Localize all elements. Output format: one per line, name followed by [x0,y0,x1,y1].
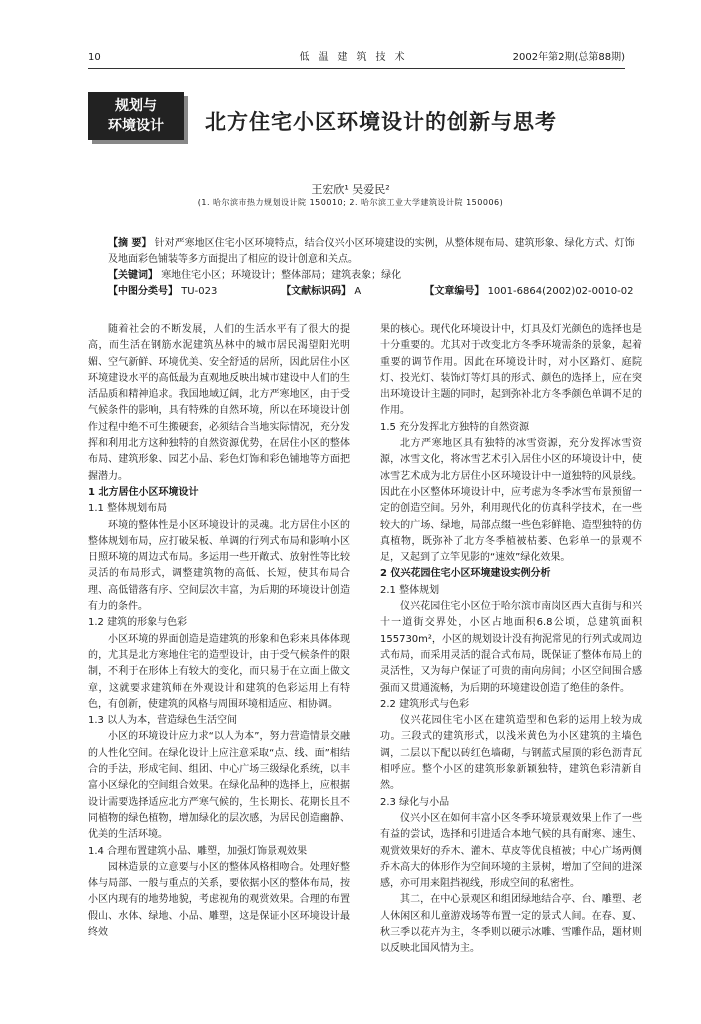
subsection-heading: 1.5 充分发挥北方独特的自然资源 [380,421,530,433]
abstract-label: 【摘 要】 [108,238,152,249]
abstract-block [108,236,638,300]
body-paragraph: 小区的环境设计应力求“以人为本”，努力营造情景交融的人性化空间。在绿化设计上应注意采取“点、线、面”相结合的手法，形成宅间、组团、中心广场三级绿化系统，以丰富小区绿化的空间组合效果。在绿化品种的选择上，应根据设计需要选择适应北方严寒气候的，生长期长、花期长且不同植物的绿色植物，增加绿化的层次感，为居民创造幽静、优美的生活环境。 [88,731,350,841]
left-column [88,322,350,941]
body-paragraph: 仪兴小区在如何丰富小区冬季环境景观效果上作了一些有益的尝试，选择和引进适合本地气候的具有耐寒、速生、观赏效果好的乔木、灌木、草皮等优良植被；中心广场两侧乔木高大的体形作为空间环境的主景树，增加了空间的进深感，亦可用来阻挡视线，形成空间的私密性。 [380,812,642,890]
classification-row [108,284,638,300]
issue-info: 2002年第2期(总第88期) [512,52,625,63]
clc-label: 【中图分类号】 [108,286,178,297]
section-logo [88,92,184,140]
section-heading: 2 仪兴花园住宅小区环境建设实例分析 [380,568,551,580]
body-paragraph: 随着社会的不断发展，人们的生活水平有了很大的提高，而生活在钢筋水泥建筑丛林中的城市居民渴望阳光明媚、空气新鲜、环境优美、安全舒适的居所，因此居住小区环境建设水平的高低最为直观地反映出城市建设中人们的生活品质和精神追求。我国地域辽阔，北方严寒地区，由于受气候条件的影响，具有特殊的自然环境，所以在环境设计创作过程中绝不可生搬硬套，必须结合当地实际情况，充分发挥和利用北方这种独特的自然资源优势，在居住小区的整体布局、建筑形象、园艺小品、彩色灯饰和彩色铺地等方面把握潜力。 [88,324,350,482]
body-paragraph: 果的核心。现代化环境设计中，灯具及灯光颜色的选择也是十分重要的。尤其对于改变北方冬季环境需条的景象，起着重要的调节作用。因此在环境设计时，对小区路灯、庭院灯、投光灯、装饰灯等灯具的形式、颜色的选择上，应在突出环境设计主题的同时，起到弥补北方冬季颜色单调不足的作用。 [380,324,642,417]
body-paragraph: 北方严寒地区具有独特的冰雪资源，充分发挥冰雪资源，冰雪文化，将冰雪艺术引入居住小区的环境设计中，使冰雪艺术成为北方居住小区环境设计中一道独特的风景线。因此在小区整体环境设计中，应考虑为冬季冰雪布景预留一定的创造空间。另外，利用现代化的仿真科学技术，在一些较大的广场、绿地，局部点缀一些色彩鲜艳、造型独特的仿真植物，既弥补了北方冬季植被枯萎、色彩单一的景观不足，又起到了立竿见影的“速效”绿化效果。 [380,438,642,564]
body-paragraph: 其二，在中心景观区和组团绿地结合亭、台、雕塑、老人休闲区和儿童游戏场等布置一定的景式人间。在春、夏、秋三季以花卉为主，冬季则以硬示冰雕、雪雕作品，题材则以反映北国风情为主。 [380,894,642,955]
affiliation: (1. 哈尔滨市热力规划设计院 150010; 2. 哈尔滨工业大学建筑设计院 150006) [197,198,504,207]
body-paragraph: 仪兴花园住宅小区位于哈尔滨市南岗区西大直街与和兴十一道街交界处，小区占地面积6.8公顷，总建筑面积155730m²，小区的规划设计没有拘泥常见的行列式或周边式布局，而采用灵活的混合式布局，既保证了整体布局上的灵活性，又为每户保证了可贵的南向房间；小区空间围合感强而又贯通流畅，为后期的环境建设创造了绝佳的条件。 [380,601,642,694]
keywords-label: 【关键词】 [108,270,158,281]
subsection-heading: 1.4 合理布置建筑小品、雕塑，加强灯饰景观效果 [88,845,308,857]
article-id-label: 【文章编号】 [424,286,485,297]
abstract-text: 针对严寒地区住宅小区环境特点，结合仪兴小区环境建设的实例，从整体规布局、建筑形象、绿化方式、灯饰及地面彩色铺装等多方面提出了相应的设计创意和关点。 [108,238,635,265]
paper-title: 北方住宅小区环境设计的创新与思考 [205,110,557,134]
body-paragraph: 小区环境的界面创造是造建筑的形象和色彩来具体体现的，尤其是北方寒地住宅的造型设计，由于受气候条件的限制，不利于在形体上有较大的变化，而只易于在立面上做文章，这就要求建筑师在外观设计和建筑的色彩运用上有特色，有创新，使建筑的风格与周围环境相适应、相协调。 [88,633,350,710]
article-id-value: 1001-6864(2002)02-0010-02 [487,286,634,297]
keywords [108,268,638,284]
subsection-heading: 1.3 以人为本，营造绿色生活空间 [88,715,238,727]
subsection-heading: 1.1 整体规划布局 [88,503,168,515]
subsection-heading: 2.1 整体规划 [380,584,440,596]
header-rule [88,68,625,69]
abstract [108,236,638,268]
subsection-heading: 2.3 绿化与小品 [380,796,450,808]
section-heading: 1 北方居住小区环境设计 [88,486,199,498]
right-column [380,322,642,958]
doc-code-label: 【文献标识码】 [281,286,352,297]
logo-line-1: 规划与 [115,98,157,114]
clc-value: TU-023 [181,286,218,297]
body-paragraph: 园林造景的立意要与小区的整体风格相吻合。处理好整体与局部、一般与重点的关系，要依据小区的整体布局，按小区内现有的地势地貌，考虑视角的观赏效果。合理的布置假山、水体、绿地、小品、雕塑，这是保证小区环境设计最终效 [88,861,350,938]
journal-name: 低温建筑技术 [299,52,414,63]
page-number: 10 [88,52,101,63]
subsection-heading: 2.2 建筑形式与色彩 [380,698,470,710]
keywords-text: 寒地住宅小区；环境设计；整体部局；建筑表象；绿化 [161,270,402,281]
body-paragraph: 环境的整体性是小区环境设计的灵魂。北方居住小区的整体规划布局，应打破呆板、单调的行列式布局和影响小区日照环境的周边式布局。多运用一些开敞式、放射性等比较灵活的布局形式，调整建筑物的高低、长短，使其布局合理、高低错落有序、空间层次丰富，为后期的环境设计创造有力的条件。 [88,519,350,613]
subsection-heading: 1.2 建筑的形象与色彩 [88,617,188,629]
authors: 王宏欣¹ 吴爱民² [311,183,390,196]
doc-code-value: A [354,286,362,297]
body-paragraph: 仪兴花园住宅小区在建筑造型和色彩的运用上较为成功。三段式的建筑形式，以浅米黄色为小区建筑的主墙色调，二层以下配以砖红色墙砌，与钢蓝式屋顶的彩色沥青瓦相呼应。整个小区的建筑形象新颖独特，建筑色彩清新自然。 [380,715,642,792]
logo-line-2: 环境设计 [108,118,164,134]
running-header [88,50,625,66]
